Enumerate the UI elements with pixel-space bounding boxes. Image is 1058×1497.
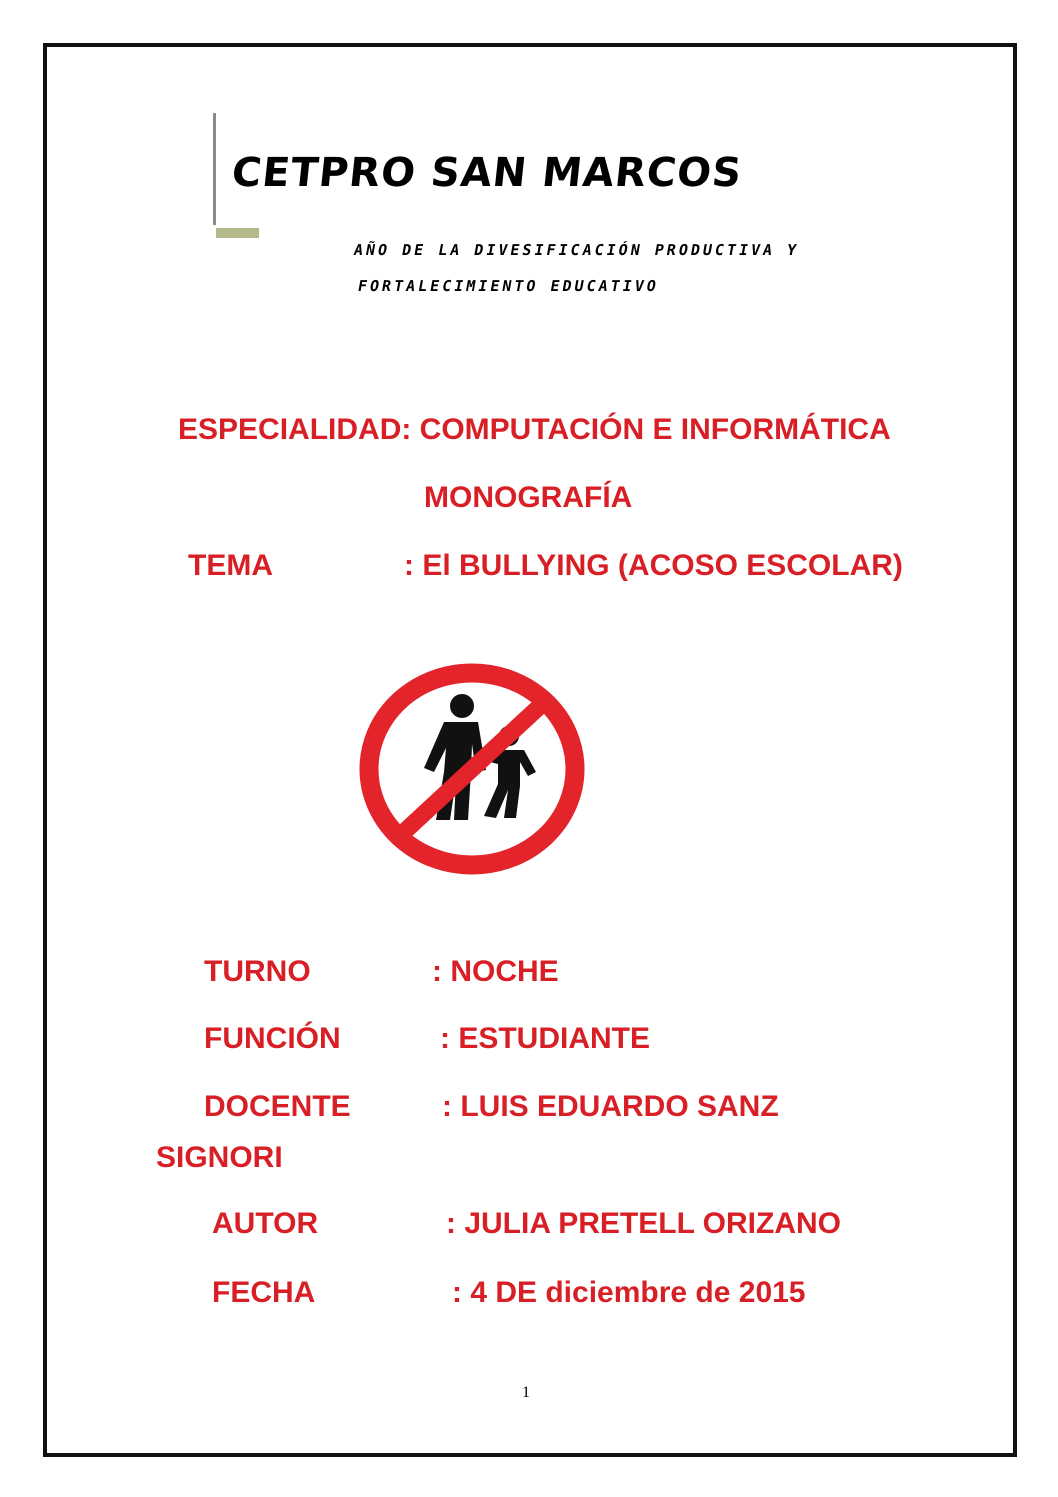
role-value: : ESTUDIANTE: [440, 1022, 650, 1055]
author-label: AUTOR: [212, 1207, 319, 1240]
teacher-value: : LUIS EDUARDO SANZ: [442, 1090, 779, 1123]
date-value: : 4 DE diciembre de 2015: [452, 1276, 806, 1309]
year-motto-line2: FORTALECIMIENTO EDUCATIVO: [356, 277, 661, 295]
topic-label: TEMA: [188, 549, 273, 582]
no-bullying-sign-icon: [356, 660, 588, 878]
date-label: FECHA: [212, 1276, 316, 1309]
specialty: ESPECIALIDAD: COMPUTACIÓN E INFORMÁTICA: [178, 413, 891, 446]
role-label: FUNCIÓN: [204, 1022, 341, 1055]
author-value: : JULIA PRETELL ORIZANO: [446, 1207, 842, 1240]
year-motto-line1: AÑO DE LA DIVESIFICACIÓN PRODUCTIVA Y: [352, 241, 801, 259]
document-type: MONOGRAFÍA: [424, 481, 633, 514]
school-name: CETPRO SAN MARCOS: [229, 150, 745, 196]
page-number: 1: [522, 1384, 530, 1401]
shift-label: TURNO: [204, 955, 311, 988]
title-accent-horizontal: [216, 228, 259, 238]
teacher-value-continued: SIGNORI: [156, 1141, 283, 1174]
shift-value: : NOCHE: [432, 955, 559, 988]
teacher-label: DOCENTE: [204, 1090, 351, 1123]
title-accent-vertical: [213, 113, 216, 225]
topic-value: : El BULLYING (ACOSO ESCOLAR): [404, 549, 903, 582]
